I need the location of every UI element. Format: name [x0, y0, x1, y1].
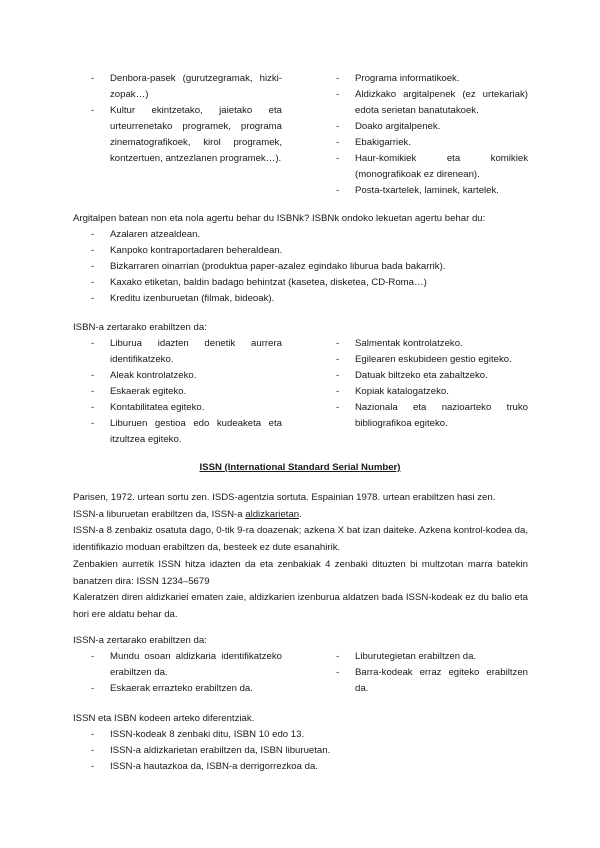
list-item: - Bizkarraren oinarrian (produktua paper-azalez egindako liburua bada bakarrik).	[91, 259, 531, 275]
list-item: - Egilearen eskubideen gestio egiteko.	[336, 352, 528, 368]
isbn-use-intro: ISBN-a zertarako erabiltzen da:	[73, 322, 207, 333]
list-item: - Liburutegietan erabiltzen da.	[336, 649, 528, 665]
issn-paragraph-3: Zenbakien aurretik ISSN hitza idazten da eta zenbakiak 4 zenbaki dituzten bi multzotan marra batekin banatzen dira: ISSN 1234–5679	[73, 558, 528, 587]
issn-use-left-list	[91, 649, 282, 697]
issn-line-2-text: ISSN-a liburuetan erabiltzen da, ISSN-a	[73, 508, 246, 520]
list-item: - Barra-kodeak erraz egiteko erabiltzen da.	[336, 665, 528, 697]
list-item: - Mundu osoan aldizkaria identifikatzeko erabiltzen da.	[91, 649, 282, 681]
list-item: - ISSN-a hautazkoa da, ISBN-a derrigorrezkoa da.	[91, 759, 531, 775]
list-item: - Aleak kontrolatzeko.	[91, 368, 282, 384]
list-item: - Kreditu izenburuetan (filmak, bideoak).	[91, 291, 531, 307]
list-item: - Eskaerak egiteko.	[91, 384, 282, 400]
top-left-list	[91, 71, 282, 167]
isbn-location-intro: Argitalpen batean non eta nola agertu behar du ISBNk? ISBNk ondoko lekuetan agertu behar du:	[73, 213, 486, 224]
issn-use-intro: ISSN-a zertarako erabiltzen da:	[73, 635, 207, 646]
list-item: - Programa informatikoek.	[336, 71, 528, 87]
list-item: - Salmentak kontrolatzeko.	[336, 336, 528, 352]
issn-line-2	[73, 507, 528, 524]
list-item: - Liburuen gestioa edo kudeaketa eta itzultzea egiteko.	[91, 416, 282, 448]
list-item: - Kanpoko kontraportadaren beheraldean.	[91, 243, 531, 259]
issn-use-right-list	[336, 649, 528, 697]
list-item: - Kontabilitatea egiteko.	[91, 400, 282, 416]
list-item: - Kultur ekintzetako, jaietako eta urteurrenetako programek, programa zinematografikoek, kirol programek, kontzertuen, antzezlanen programek…).	[91, 103, 282, 167]
differences-list	[91, 727, 531, 775]
differences-intro: ISSN eta ISBN kodeen arteko diferentziak.	[73, 713, 255, 724]
list-item: - Posta-txartelek, laminek, kartelek.	[336, 183, 528, 199]
aldizkarietan-underlined: aldizkarietan	[245, 508, 300, 520]
list-item: - Kopiak katalogatzeko.	[336, 384, 528, 400]
issn-paragraph-4: Kaleratzen diren aldizkariei ematen zaie, aldizkarien izenburua aldatzen bada ISSN-kodeak ez du balio eta hori ere aldatu behar da.	[73, 592, 528, 620]
isbn-use-left-list	[91, 336, 282, 448]
issn-description	[73, 490, 528, 624]
issn-paragraph-2: ISSN-a 8 zenbakiz osatuta dago, 0-tik 9-ra doazenak; azkena X bat izan daiteke. Azkena kontrol-kodea da, identifikazio moduan erabiltzen da, besteek ez dute esanahirik.	[73, 525, 528, 554]
list-item: - ISSN-a aldizkarietan erabiltzen da, ISBN liburuetan.	[91, 743, 531, 759]
list-item: - Datuak biltzeko eta zabaltzeko.	[336, 368, 528, 384]
list-item: - Kaxako etiketan, baldin badago behintzat (kasetea, disketea, CD-Roma…)	[91, 275, 531, 291]
list-item: - Doako argitalpenek.	[336, 119, 528, 135]
list-item: - Azalaren atzealdean.	[91, 227, 531, 243]
list-item: - Ebakigarriek.	[336, 135, 528, 151]
list-item: - Eskaerak errazteko erabiltzen da.	[91, 681, 282, 697]
list-item: - Liburua idazten denetik aurrera identifikatzeko.	[91, 336, 282, 368]
list-item: - Aldizkako argitalpenek (ez urtekariak) edota serietan banatutakoek.	[336, 87, 528, 119]
list-item: - ISSN-kodeak 8 zenbaki ditu, ISBN 10 edo 13.	[91, 727, 531, 743]
top-right-list	[336, 71, 528, 199]
issn-line-2-end: .	[299, 508, 302, 520]
list-item: - Nazionala eta nazioarteko truko bibliografikoa egiteko.	[336, 400, 528, 432]
list-item: - Denbora-pasek (gurutzegramak, hizki-zopak…)	[91, 71, 282, 103]
isbn-use-right-list	[336, 336, 528, 432]
issn-heading: ISSN (International Standard Serial Number)	[199, 462, 401, 473]
issn-line-1: Parisen, 1972. urtean sortu zen. ISDS-agentzia sortuta. Espainian 1978. urtean erabiltzen hasi zen.	[73, 492, 496, 503]
list-item: - Haur-komikiek eta komikiek (monografikoak ez direnean).	[336, 151, 528, 183]
isbn-location-list	[91, 227, 531, 307]
